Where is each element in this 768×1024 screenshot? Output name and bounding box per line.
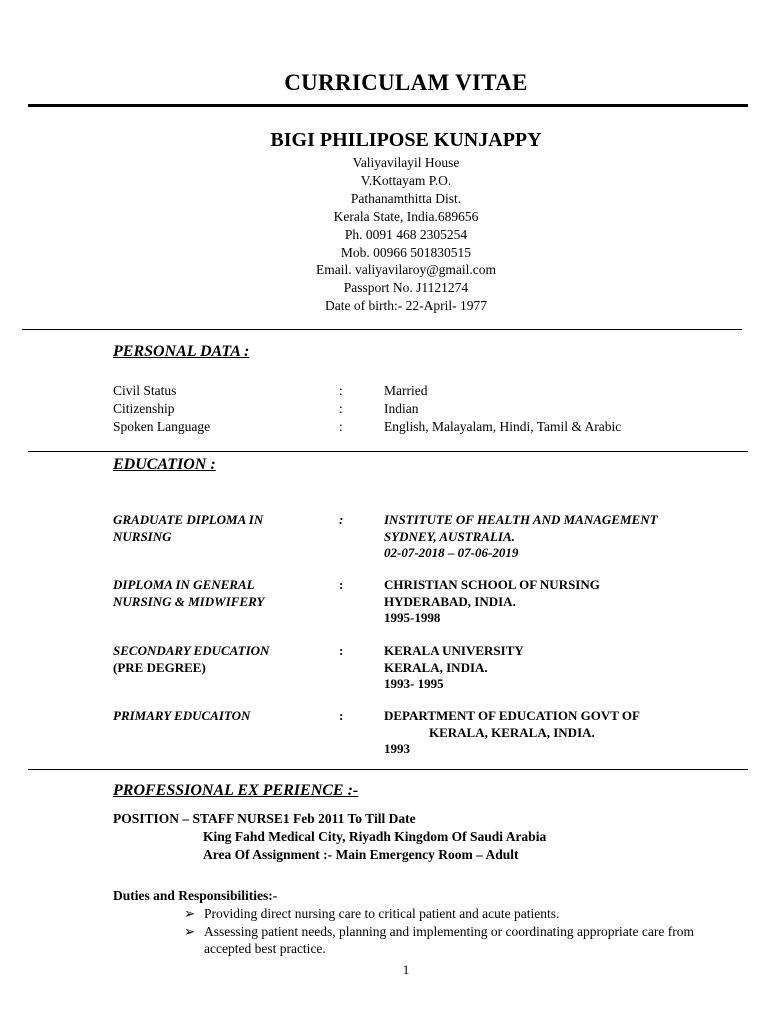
address-line: Valiyavilayil House xyxy=(352,155,460,170)
education-entry-value xyxy=(384,643,524,693)
value-line: 1995-1998 xyxy=(384,610,441,625)
assignment-line: Area Of Assignment :- Main Emergency Room – Adult xyxy=(203,847,519,862)
value-line: 02-07-2018 – 07-06-2019 xyxy=(384,545,519,560)
duty-text: Assessing patient needs, planning and implementing or coordinating appropriate care from accepted best practice. xyxy=(204,923,694,956)
field-separator: : xyxy=(339,643,344,658)
education-entry-label xyxy=(113,708,250,725)
value-line: KERALA, KERALA, INDIA. xyxy=(429,724,595,740)
page-number: 1 xyxy=(402,962,410,977)
duties-heading: Duties and Responsibilities:- xyxy=(113,888,278,903)
email-line: Email. valiyavilaroy@gmail.com xyxy=(315,262,496,278)
mobile-line: Mob. 00966 501830515 xyxy=(340,244,472,260)
arrow-bullet-icon: ➢ xyxy=(184,906,196,921)
value-line: SYDNEY, AUSTRALIA. xyxy=(384,528,515,544)
arrow-bullet-icon: ➢ xyxy=(184,923,196,939)
language-value: English, Malayalam, Hindi, Tamil & Arabic xyxy=(384,419,622,434)
field-separator: : xyxy=(339,419,343,434)
value-line: HYDERABAD, INDIA. xyxy=(384,593,516,609)
label-line: SECONDARY EDUCATION xyxy=(113,643,270,658)
citizenship-value: Indian xyxy=(384,401,419,416)
section-divider xyxy=(28,451,748,452)
citizenship-label: Citizenship xyxy=(113,401,175,416)
civil-status-value: Married xyxy=(384,383,428,398)
education-entry-label xyxy=(113,643,269,676)
passport-line: Passport No. J1121274 xyxy=(343,280,469,296)
address-line: V.Kottayam P.O. xyxy=(360,172,452,188)
label-line: PRIMARY EDUCAITON xyxy=(113,708,251,723)
label-line: (PRE DEGREE) xyxy=(113,659,206,675)
value-line: KERALA UNIVERSITY xyxy=(384,643,524,658)
education-entry-label xyxy=(113,512,263,545)
duties-list xyxy=(184,905,704,958)
section-divider xyxy=(22,329,742,330)
education-heading: EDUCATION : xyxy=(113,456,216,473)
label-line: NURSING & MIDWIFERY xyxy=(113,593,265,609)
document-title: CURRICULAM VITAE xyxy=(284,70,528,95)
duty-text: Providing direct nursing care to critical patient and acute patients. xyxy=(204,906,560,921)
civil-status-label: Civil Status xyxy=(113,383,177,398)
language-label: Spoken Language xyxy=(113,419,211,434)
field-separator: : xyxy=(339,708,344,723)
field-separator: : xyxy=(339,401,343,416)
education-entry-value xyxy=(384,577,600,627)
position-line: POSITION – STAFF NURSE1 Feb 2011 To Till Date xyxy=(113,811,416,826)
list-item xyxy=(184,905,704,923)
education-entry-value xyxy=(384,512,658,562)
employer-line: King Fahd Medical City, Riyadh Kingdom Of Saudi Arabia xyxy=(203,829,547,844)
field-separator: : xyxy=(339,383,343,398)
phone-line: Ph. 0091 468 2305254 xyxy=(344,226,468,242)
value-line: DEPARTMENT OF EDUCATION GOVT OF xyxy=(384,708,640,723)
candidate-name: BIGI PHILIPOSE KUNJAPPY xyxy=(270,129,542,151)
dob-line: Date of birth:- 22-April- 1977 xyxy=(325,298,487,314)
address-line: Pathanamthitta Dist. xyxy=(350,190,462,206)
experience-heading: PROFESSIONAL EX PERIENCE :- xyxy=(113,782,359,799)
value-line: 1993 xyxy=(384,741,410,756)
field-separator: : xyxy=(339,512,344,527)
value-line: INSTITUTE OF HEALTH AND MANAGEMENT xyxy=(384,512,658,527)
value-line: CHRISTIAN SCHOOL OF NURSING xyxy=(384,577,600,592)
education-entry-label xyxy=(113,577,264,610)
contact-block xyxy=(0,154,768,315)
label-line: GRADUATE DIPLOMA IN xyxy=(113,512,264,527)
field-separator: : xyxy=(339,577,344,592)
value-line: 1993- 1995 xyxy=(384,676,444,691)
education-entry-value xyxy=(384,708,640,758)
list-item xyxy=(184,923,704,958)
value-line: KERALA, INDIA. xyxy=(384,659,488,675)
personal-data-heading: PERSONAL DATA : xyxy=(113,343,250,360)
address-line: Kerala State, India.689656 xyxy=(333,208,479,224)
label-line: DIPLOMA IN GENERAL xyxy=(113,577,255,592)
section-divider xyxy=(28,769,748,770)
title-divider xyxy=(28,104,748,107)
label-line: NURSING xyxy=(113,528,172,544)
